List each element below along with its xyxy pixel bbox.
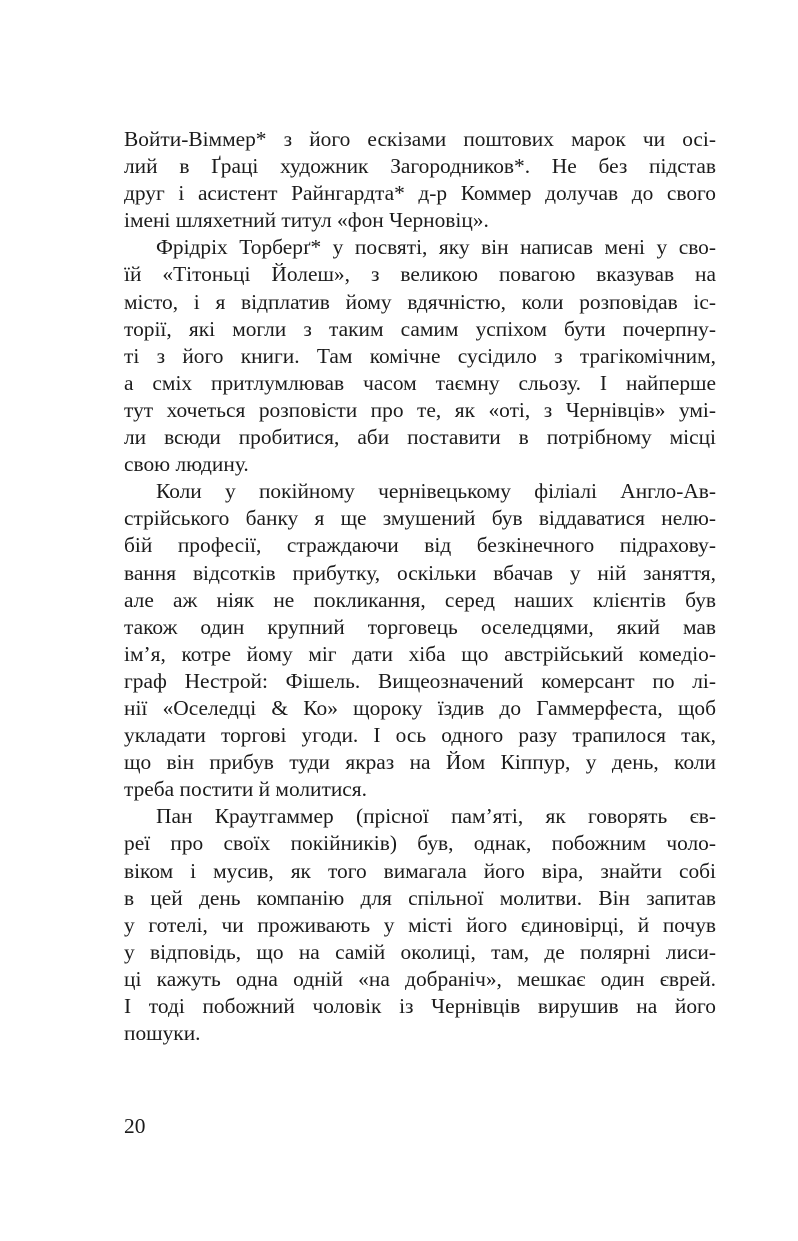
text-line: місто, і я відплатив йому вдячністю, коли розповідав іс- (124, 289, 716, 314)
text-line: імені шляхетний титул «фон Черновіц». (124, 208, 489, 233)
page-number: 20 (124, 1114, 146, 1138)
text-line: пошуки. (124, 1021, 201, 1046)
text-line: а сміх притлумлював часом таємну сльозу. І найперше (124, 370, 716, 395)
text-line: що він прибув туди якраз на Йом Кіппур, у день, коли (124, 750, 716, 775)
text-line: ті з його книги. Там комічне сусідило з трагікомічним, (124, 343, 716, 368)
paragraph (124, 478, 716, 803)
page-body (124, 126, 716, 1047)
text-line: але аж ніяк не покликання, серед наших клієнтів був (124, 587, 716, 612)
text-line: І тоді побожний чоловік із Чернівців вирушив на його (124, 994, 716, 1018)
text-line: ли всюди пробитися, аби поставити в потрібному місці (124, 425, 716, 450)
text-line: Пан Краутгаммер (прісної пам’яті, як говорять єв- (156, 804, 716, 829)
text-line: треба постити й молитися. (124, 777, 367, 802)
paragraph (124, 126, 716, 234)
text-line: у відповідь, що на самій околиці, там, де полярні лиси- (124, 939, 716, 964)
text-line: тут хочеться розповісти про те, як «оті, з Чернівців» умі- (124, 397, 716, 422)
text-line: бій професії, страждаючи від безкінечного підрахову- (124, 533, 716, 558)
text-line: в цей день компанію для спільної молитви. Він запитав (124, 885, 716, 910)
text-line: їй «Тітоньці Йолеш», з великою повагою вказував на (124, 262, 716, 287)
paragraph (124, 803, 716, 1047)
text-line: укладати торгові угоди. І ось одного разу трапилося так, (124, 723, 716, 748)
text-line: свою людину. (124, 452, 249, 477)
text-line: ці кажуть одна одній «на добраніч», мешкає один єврей. (124, 966, 716, 991)
text-line: торії, які могли з таким самим успіхом бути почерпну- (124, 316, 716, 341)
text-line: Войти-Віммер* з його ескізами поштових марок чи осі- (124, 127, 716, 151)
text-line: нії «Оселедці & Ко» щороку їздив до Гаммерфеста, щоб (124, 695, 716, 720)
text-line: граф Нестрой: Фішель. Вищеозначений комерсант по лі- (124, 668, 716, 693)
text-line: також один крупний торговець оселедцями, який мав (124, 614, 716, 639)
text-line: ім’я, котре йому міг дати хіба що австрійський комедіо- (124, 641, 716, 666)
text-line: лий в Ґраці художник Загородников*. Не без підстав (124, 154, 716, 179)
text-line: стрійського банку я ще змушений був віддаватися нелю- (124, 506, 716, 531)
text-line: у готелі, чи проживають у місті його єдиновірці, й почув (124, 912, 716, 937)
text-line: вання відсотків прибутку, оскільки вбачав у ній заняття, (124, 560, 716, 585)
text-line: реї про своїх покійників) був, однак, побожним чоло- (124, 831, 716, 856)
text-line: друг і асистент Райнгардта* д-р Коммер долучав до свого (124, 181, 716, 206)
text-line: віком і мусив, як того вимагала його віра, знайти собі (124, 858, 716, 883)
paragraph (124, 234, 716, 478)
text-line: Фрідріх Торберґ* у посвяті, яку він написав мені у сво- (156, 235, 716, 260)
text-line: Коли у покійному чернівецькому філіалі Англо-Ав- (156, 479, 716, 504)
